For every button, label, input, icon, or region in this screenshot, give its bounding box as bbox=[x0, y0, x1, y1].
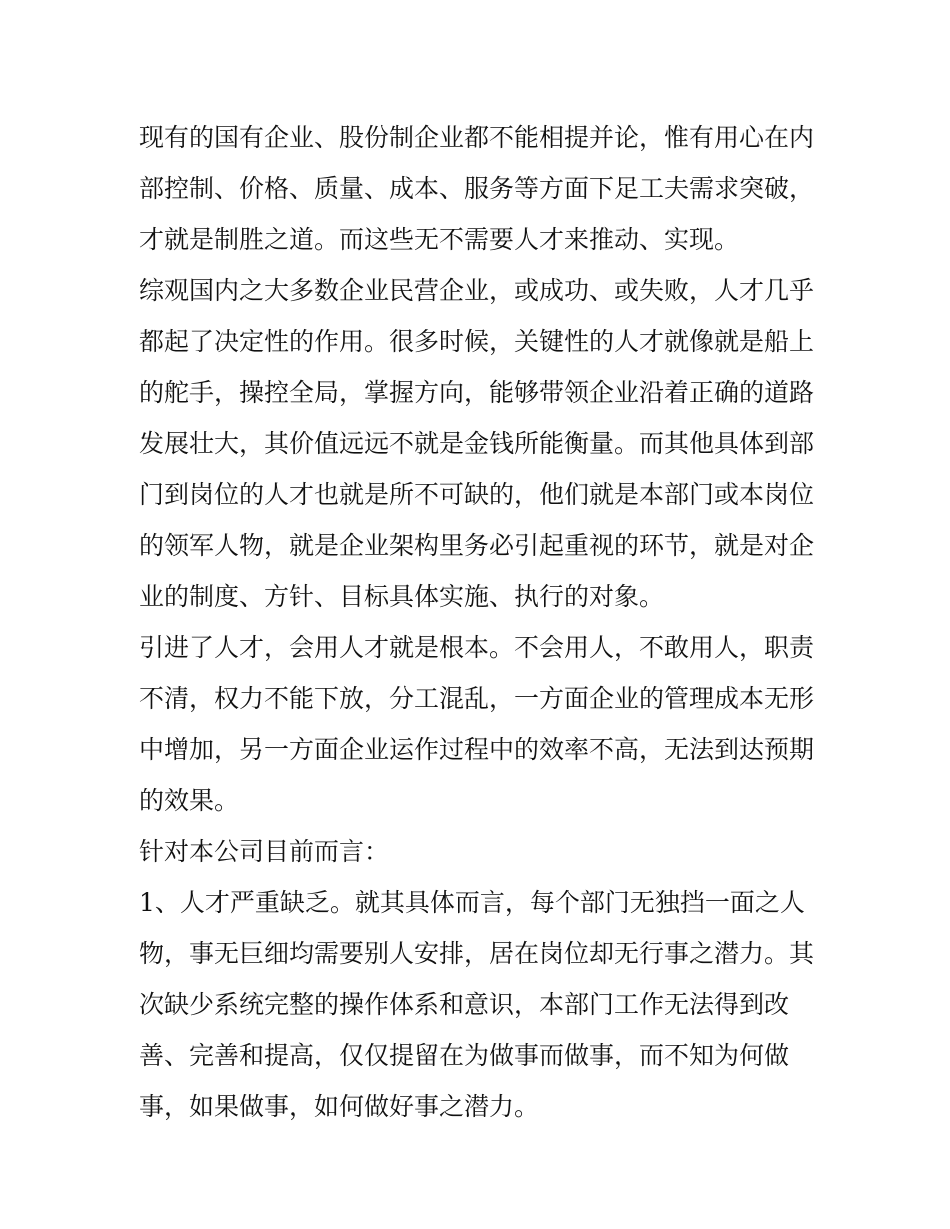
text-line: 物，事无巨细均需要别人安排，居在岗位却无行事之潜力。其 bbox=[139, 939, 815, 968]
text-line: 善、完善和提高，仅仅提留在为做事而做事，而不知为何做 bbox=[139, 1041, 790, 1070]
text-line: 门到岗位的人才也就是所不可缺的，他们就是本部门或本岗位 bbox=[139, 480, 815, 509]
text-line: 针对本公司目前而言： bbox=[139, 837, 390, 866]
text-line: 引进了人才，会用人才就是根本。不会用人，不敢用人，职责 bbox=[139, 633, 815, 662]
text-line: 事，如果做事，如何做好事之潜力。 bbox=[139, 1092, 540, 1121]
text-line: 中增加，另一方面企业运作过程中的效率不高，无法到达预期 bbox=[139, 735, 815, 764]
text-line: 的效果。 bbox=[139, 786, 240, 815]
text-line: 1、人才严重缺乏。就其具体而言，每个部门无独挡一面之人 bbox=[139, 888, 805, 917]
text-line: 现有的国有企业、股份制企业都不能相提并论，惟有用心在内 bbox=[139, 123, 815, 152]
text-line: 次缺少系统完整的操作体系和意识，本部门工作无法得到改 bbox=[139, 990, 790, 1019]
document-body bbox=[139, 112, 819, 1132]
text-line: 的领军人物，就是企业架构里务必引起重视的环节，就是对企 bbox=[139, 531, 815, 560]
text-line: 都起了决定性的作用。很多时候，关键性的人才就像就是船上 bbox=[139, 327, 815, 356]
text-line: 综观国内之大多数企业民营企业，或成功、或失败，人才几乎 bbox=[139, 276, 815, 305]
text-line: 才就是制胜之道。而这些无不需要人才来推动、实现。 bbox=[139, 225, 740, 254]
text-line: 业的制度、方针、目标具体实施、执行的对象。 bbox=[139, 582, 665, 611]
text-line: 不清，权力不能下放，分工混乱，一方面企业的管理成本无形 bbox=[139, 684, 815, 713]
text-line: 部控制、价格、质量、成本、服务等方面下足工夫需求突破， bbox=[139, 174, 815, 203]
text-line: 发展壮大，其价值远远不就是金钱所能衡量。而其他具体到部 bbox=[139, 429, 815, 458]
text-line: 的舵手，操控全局，掌握方向，能够带领企业沿着正确的道路 bbox=[139, 378, 815, 407]
